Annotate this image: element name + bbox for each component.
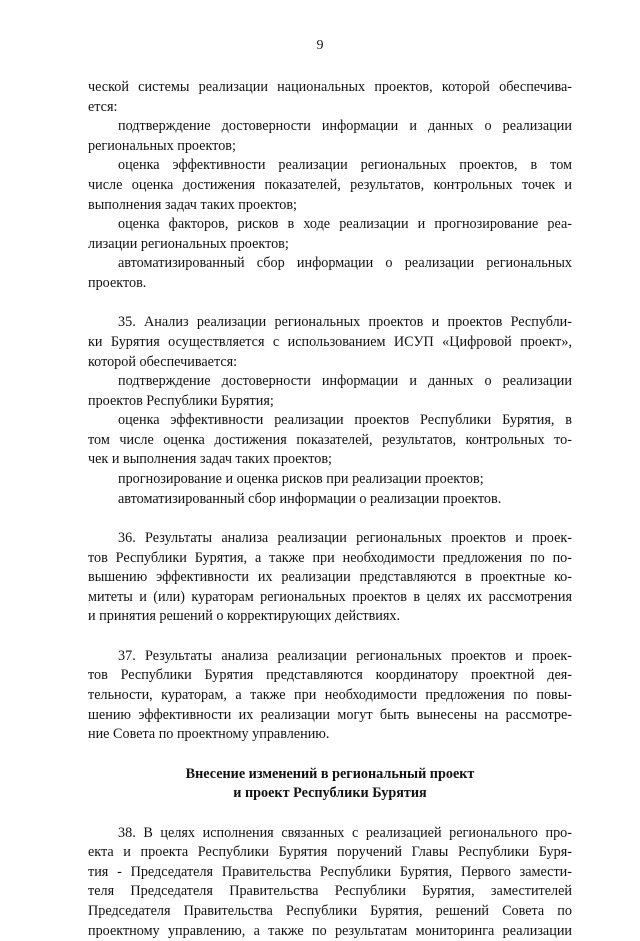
text-line: чек и выполнения задач таких проектов;	[88, 451, 332, 468]
text-line: и принятия решений о корректирующих действиях.	[88, 608, 401, 625]
text-line: тия - Председателя Правительства Республики Бурятия, Первого замести-	[88, 863, 572, 880]
paragraph	[88, 529, 572, 627]
text-line: региональных проектов;	[88, 137, 236, 154]
text-line: проектов.	[88, 274, 147, 291]
text-line: оценка эффективности реализации региональных проектов, в том	[118, 157, 572, 174]
text-line: автоматизированный сбор информации о реализации проектов.	[118, 490, 502, 507]
paragraph	[88, 470, 572, 490]
paragraph-gap	[88, 745, 572, 765]
text-line: ки Бурятия осуществляется с использованием ИСУП «Цифровой проект»,	[88, 333, 572, 350]
text-line: оценка эффективности реализации проектов Республики Бурятия, в	[118, 412, 572, 429]
text-line: теля Председателя Правительства Республики Бурятия, заместителей	[88, 883, 572, 900]
text-line: 36. Результаты анализа реализации региональных проектов и проек-	[118, 530, 572, 547]
text-line: тов Республики Бурятия, а также при необходимости предложения по по-	[88, 549, 572, 566]
heading-line: и проект Республики Бурятия	[233, 785, 427, 802]
paragraph	[88, 647, 572, 745]
text-line: подтверждение достоверности информации и данных о реализации	[118, 118, 572, 135]
text-line: 38. В целях исполнения связанных с реализацией регионального про-	[118, 824, 572, 841]
heading-line: Внесение изменений в региональный проект	[185, 765, 475, 782]
paragraph	[88, 411, 572, 470]
paragraph-gap	[88, 294, 572, 314]
text-line: ется:	[88, 98, 118, 115]
text-line: автоматизированный сбор информации о реализации региональных	[118, 255, 572, 272]
text-line: которой обеспечивается:	[88, 353, 238, 370]
text-line: ческой системы реализации национальных проектов, которой обеспечива-	[88, 79, 572, 95]
paragraph-gap	[88, 627, 572, 647]
paragraph-gap	[88, 804, 572, 824]
text-line: прогнозирование и оценка рисков при реализации проектов;	[118, 471, 484, 488]
paragraph	[88, 254, 572, 293]
text-line: Председателя Правительства Республики Бурятия, решений Совета по	[88, 902, 572, 919]
text-line: том числе оценка достижения показателей, результатов, контрольных то-	[88, 431, 572, 448]
text-line: числе оценка достижения показателей, результатов, контрольных точек и	[88, 176, 572, 193]
text-line: оценка факторов, рисков в ходе реализации и прогнозирование реа-	[118, 216, 572, 233]
paragraph	[88, 78, 572, 117]
text-line: выполнения задач таких проектов;	[88, 196, 297, 213]
paragraph	[88, 117, 572, 156]
text-line: 37. Результаты анализа реализации региональных проектов и проек-	[118, 647, 572, 664]
text-line: лизации региональных проектов;	[88, 235, 289, 252]
section-heading	[88, 765, 572, 804]
text-line: тельности, кураторам, а также при необходимости предложения по повы-	[88, 687, 572, 704]
page-number: 9	[316, 38, 324, 53]
text-line: проектному управлению, а также по результатам мониторинга реализации	[88, 922, 572, 939]
text-line: 35. Анализ реализации региональных проектов и проектов Республи-	[118, 314, 572, 331]
body-text	[88, 78, 572, 941]
text-line: вышению эффективности их реализации представляются в проектные ко-	[88, 569, 572, 586]
text-line: ние Совета по проектному управлению.	[88, 726, 330, 743]
text-line: тов Республики Бурятия представляются координатору проектной дея-	[88, 667, 572, 684]
text-line: проектов Республики Бурятия;	[88, 392, 274, 409]
paragraph	[88, 490, 572, 510]
text-line: шению эффективности их реализации могут быть вынесены на рассмотре-	[88, 706, 572, 723]
paragraph	[88, 215, 572, 254]
text-line: митеты и (или) кураторам региональных проектов в целях их рассмотрения	[88, 588, 572, 605]
paragraph	[88, 372, 572, 411]
paragraph-gap	[88, 509, 572, 529]
paragraph	[88, 824, 572, 941]
paragraph	[88, 313, 572, 372]
text-line: екта и проекта Республики Бурятия поручений Главы Республики Буря-	[88, 844, 572, 861]
paragraph	[88, 156, 572, 215]
text-line: подтверждение достоверности информации и данных о реализации	[118, 373, 572, 390]
